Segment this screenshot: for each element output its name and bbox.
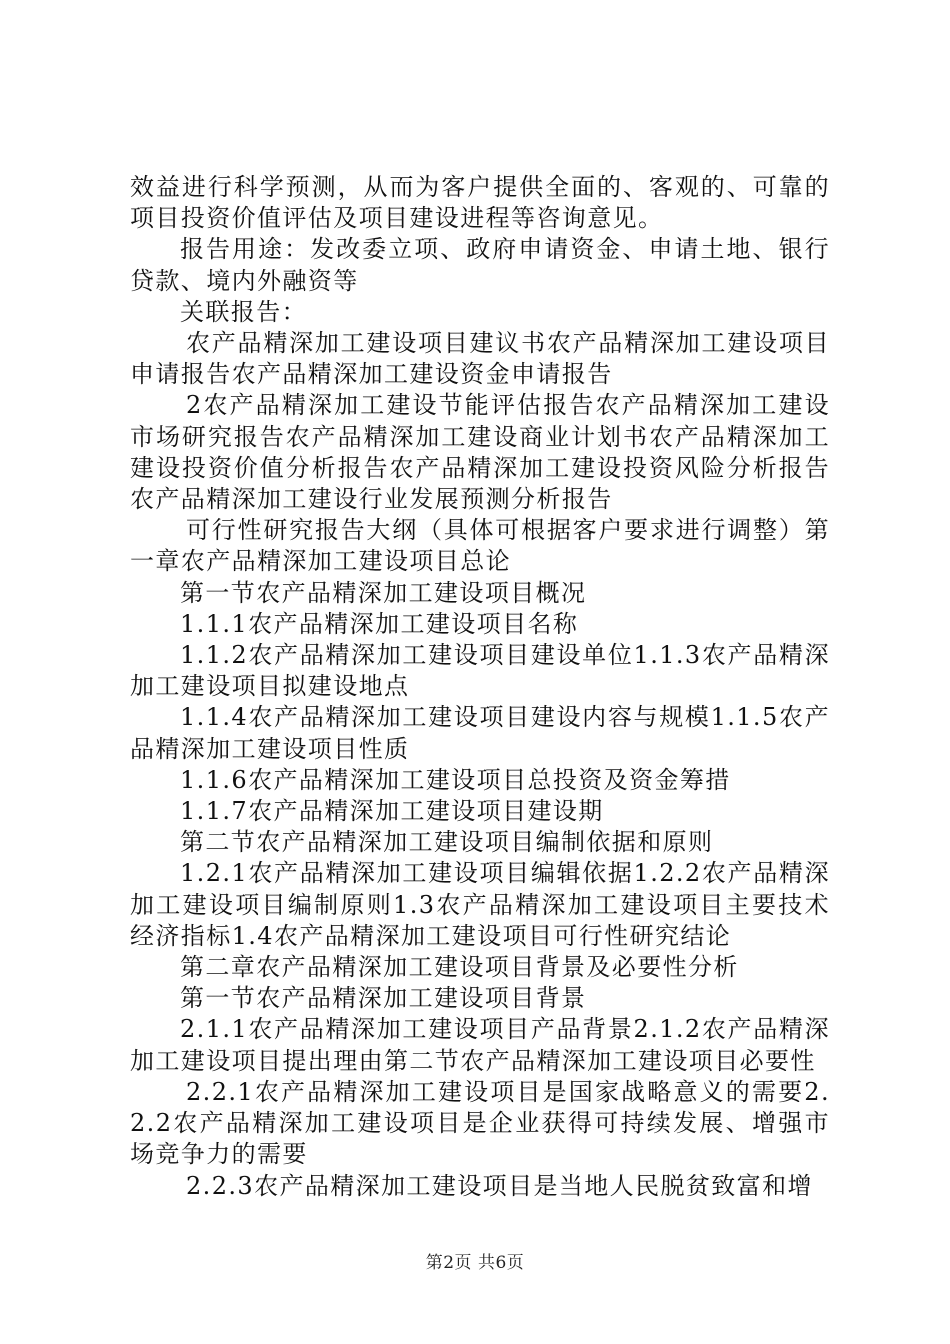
chapter-heading-2: 第二章农产品精深加工建设项目背景及必要性分析 xyxy=(180,953,739,982)
paragraph-intro-continuation: 效益进行科学预测，从而为客户提供全面的、客观的、可靠的项目投资价值评估及项目建设进程等咨询意见。 xyxy=(130,173,830,233)
paragraph-related-reports-list-1: 农产品精深加工建设项目建议书农产品精深加工建设项目申请报告农产品精深加工建设资金申请报告 xyxy=(130,329,830,389)
outline-item-2-1-1: 2.1.1农产品精深加工建设项目产品背景2.1.2农产品精深加工建设项目提出理由第二节农产品精深加工建设项目必要性 xyxy=(130,1015,830,1075)
outline-item-1-1-1: 1.1.1农产品精深加工建设项目名称 xyxy=(180,609,579,638)
outline-item-1-1-4: 1.1.4农产品精深加工建设项目建设内容与规模1.1.5农产品精深加工建设项目性质 xyxy=(130,703,830,763)
paragraph-related-reports-heading: 关联报告： xyxy=(180,297,307,326)
document-body xyxy=(130,172,830,1202)
outline-item-1-1-7: 1.1.7农产品精深加工建设项目建设期 xyxy=(180,797,604,826)
page-number-footer: 第2页 共6页 xyxy=(425,1253,525,1273)
outline-item-2-2-1: 2.2.1农产品精深加工建设项目是国家战略意义的需要2.2.2农产品精深加工建设项目是企业获得可持续发展、增强市场竞争力的需要 xyxy=(130,1077,830,1169)
section-heading-2-1: 第一节农产品精深加工建设项目背景 xyxy=(180,984,587,1013)
paragraph-outline-heading: 可行性研究报告大纲（具体可根据客户要求进行调整）第一章农产品精深加工建设项目总论 xyxy=(130,516,830,576)
outline-item-2-2-3: 2.2.3农产品精深加工建设项目是当地人民脱贫致富和增 xyxy=(186,1171,813,1200)
paragraph-related-reports-list-2: 2农产品精深加工建设节能评估报告农产品精深加工建设市场研究报告农产品精深加工建设商业计划书农产品精深加工建设投资价值分析报告农产品精深加工建设投资风险分析报告农产品精深加工建设行业发展预测分析报告 xyxy=(130,391,830,514)
paragraph-report-purpose: 报告用途：发改委立项、政府申请资金、申请土地、银行贷款、境内外融资等 xyxy=(130,235,830,295)
outline-item-1-1-2: 1.1.2农产品精深加工建设项目建设单位1.1.3农产品精深加工建设项目拟建设地点 xyxy=(130,641,830,701)
outline-item-1-2-1: 1.2.1农产品精深加工建设项目编辑依据1.2.2农产品精深加工建设项目编制原则1.3农产品精深加工建设项目主要技术经济指标1.4农产品精深加工建设项目可行性研究结论 xyxy=(130,859,830,950)
section-heading-1-2: 第二节农产品精深加工建设项目编制依据和原则 xyxy=(180,828,714,857)
section-heading-1-1: 第一节农产品精深加工建设项目概况 xyxy=(180,578,587,607)
outline-item-1-1-6: 1.1.6农产品精深加工建设项目总投资及资金筹措 xyxy=(180,765,731,794)
